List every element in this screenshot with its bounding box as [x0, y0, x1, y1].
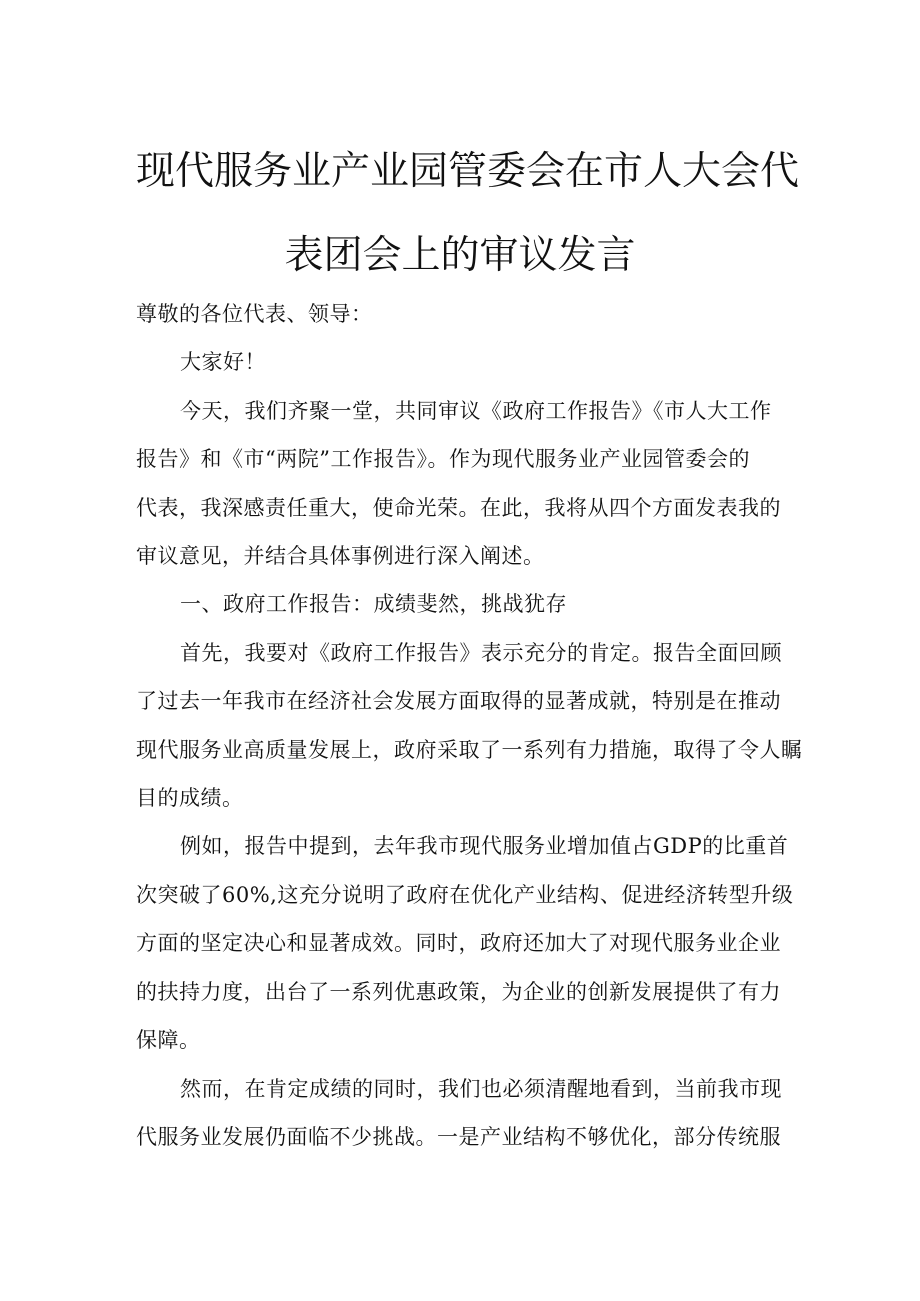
paragraph-line: 目的成绩。	[136, 786, 244, 811]
greeting: 大家好！	[180, 350, 266, 375]
section-heading: 一、政府工作报告：成绩斐然，挑战犹存	[180, 592, 567, 617]
paragraph-line: 保障。	[136, 1028, 201, 1053]
paragraph-line: 审议意见，并结合具体事例进行深入阐述。	[136, 544, 545, 569]
paragraph-line: 了过去一年我市在经济社会发展方面取得的显著成就，特别是在推动	[136, 689, 781, 714]
paragraph-line: 的扶持力度，出台了一系列优惠政策，为企业的创新发展提供了有力	[136, 979, 781, 1004]
paragraph-line: 首先，我要对《政府工作报告》表示充分的肯定。报告全面回顾	[180, 640, 782, 665]
paragraph-line: 方面的坚定决心和显著成效。同时，政府还加大了对现代服务业企业	[136, 931, 781, 956]
paragraph-line: 然而，在肯定成绩的同时，我们也必须清醒地看到，当前我市现	[180, 1076, 782, 1101]
paragraph-line: 代表，我深感责任重大，使命光荣。在此，我将从四个方面发表我的	[136, 495, 781, 520]
paragraph-line: 代服务业发展仍面临不少挑战。一是产业结构不够优化，部分传统服	[136, 1124, 781, 1149]
document-body	[136, 290, 803, 1161]
paragraph-line: 报告》和《市“两院”工作报告》。作为现代服务业产业园管委会的	[136, 447, 750, 472]
document-title-line-2: 表团会上的审议发言	[284, 233, 636, 278]
salutation: 尊敬的各位代表、领导：	[136, 302, 373, 326]
paragraph-line: 现代服务业高质量发展上，政府采取了一系列有力措施，取得了令人瞩	[136, 737, 803, 762]
paragraph-line: 例如，报告中提到，去年我市现代服务业增加值占GDP的比重首	[180, 834, 789, 859]
document-title-line-1: 现代服务业产业园管委会在市人大会代	[136, 149, 800, 194]
paragraph-line: 今天，我们齐聚一堂，共同审议《政府工作报告》《市人大工作	[180, 398, 772, 423]
paragraph-line: 次突破了60%,这充分说明了政府在优化产业结构、促进经济转型升级	[136, 882, 794, 907]
